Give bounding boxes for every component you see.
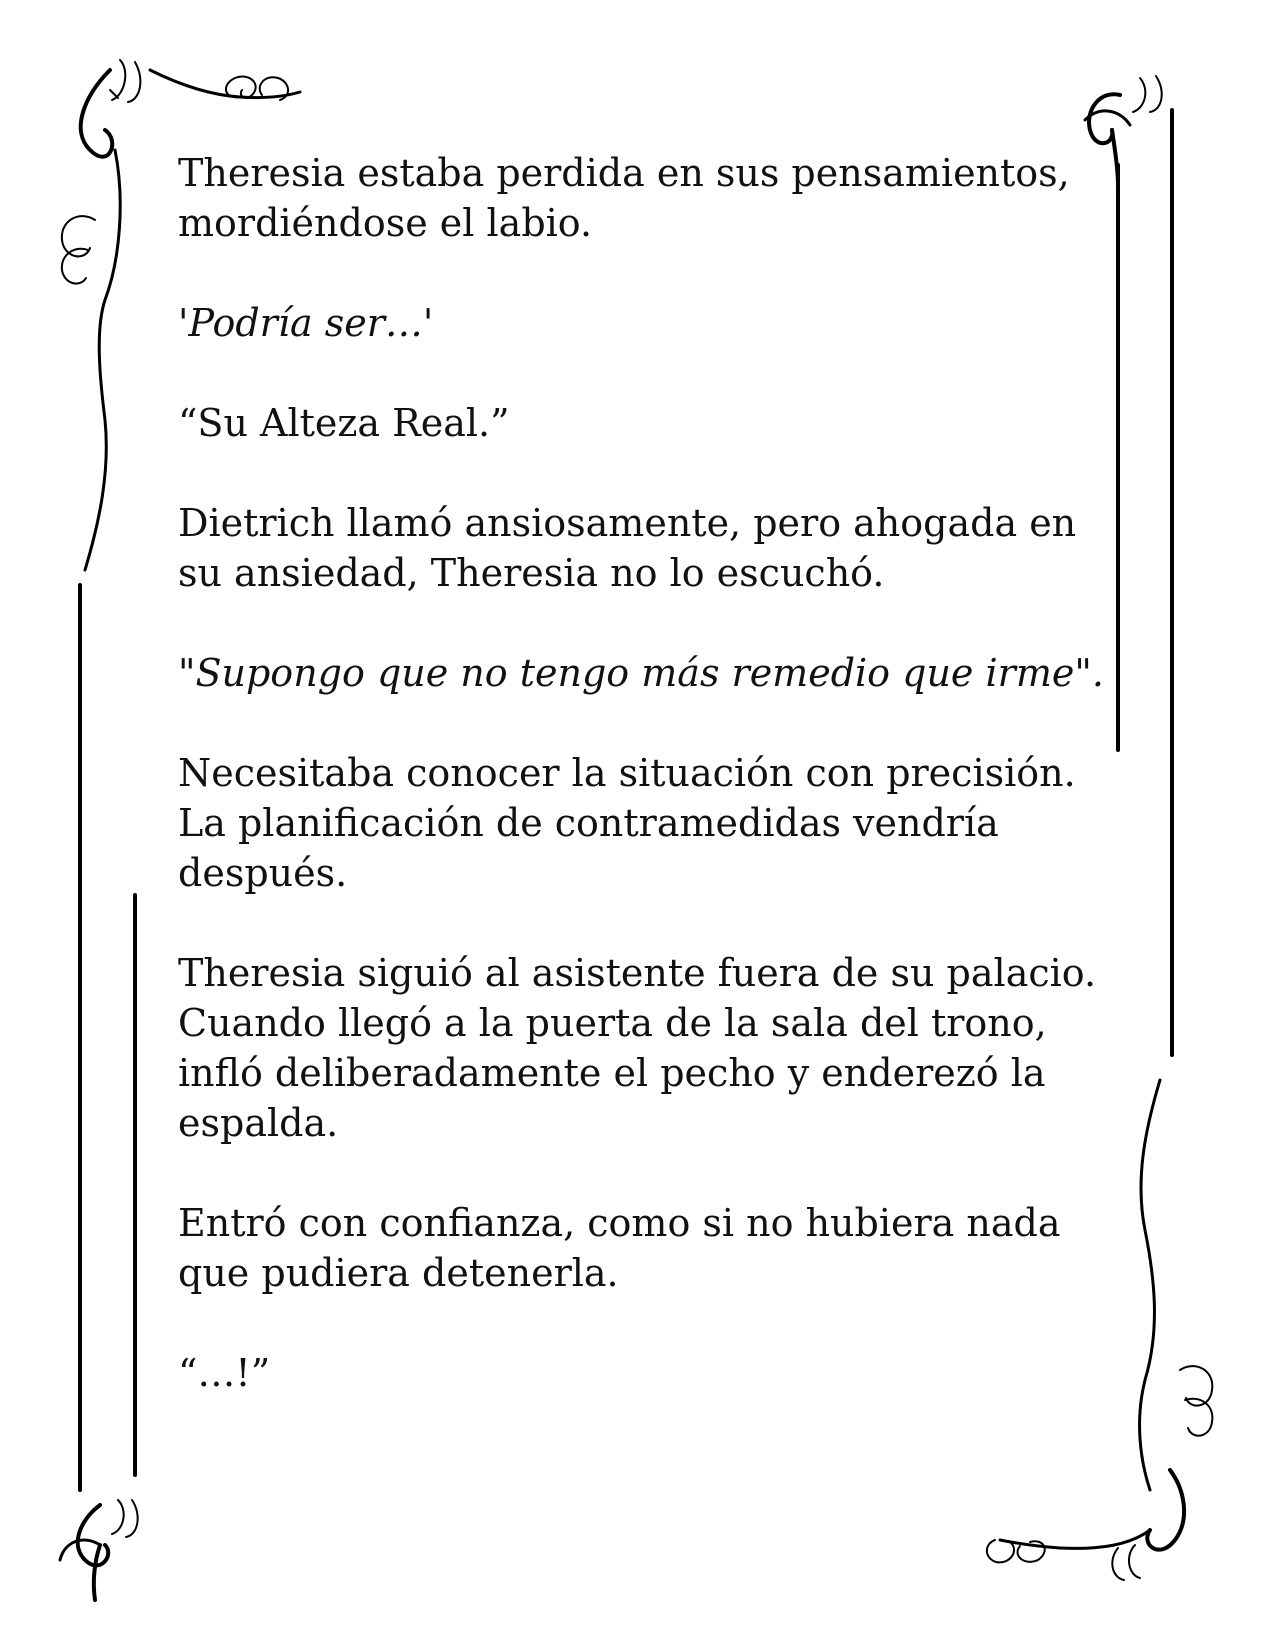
paragraph: Theresia siguió al asistente fuera de su palacio. Cuando llegó a la puerta de la sala del trono, infló deliberadamente el pecho y enderezó la espalda. <box>178 951 1097 1145</box>
paragraph: Dietrich llamó ansiosamente, pero ahogada en su ansiedad, Theresia no lo escuchó. <box>178 501 1077 595</box>
paragraph: 'Podría ser…' <box>178 301 434 345</box>
story-text <box>178 148 1108 1448</box>
paragraph: Theresia estaba perdida en sus pensamientos, mordiéndose el labio. <box>178 151 1070 245</box>
paragraph: “Su Alteza Real.” <box>178 401 510 445</box>
paragraph: "Supongo que no tengo más remedio que irme". <box>178 651 1104 695</box>
paragraph: Necesitaba conocer la situación con precisión. La planificación de contramedidas vendría después. <box>178 751 1076 895</box>
paragraph: “…!” <box>178 1351 271 1395</box>
paragraph: Entró con confianza, como si no hubiera nada que pudiera detenerla. <box>178 1201 1061 1295</box>
bottom-left-flourish-icon <box>60 1500 138 1600</box>
